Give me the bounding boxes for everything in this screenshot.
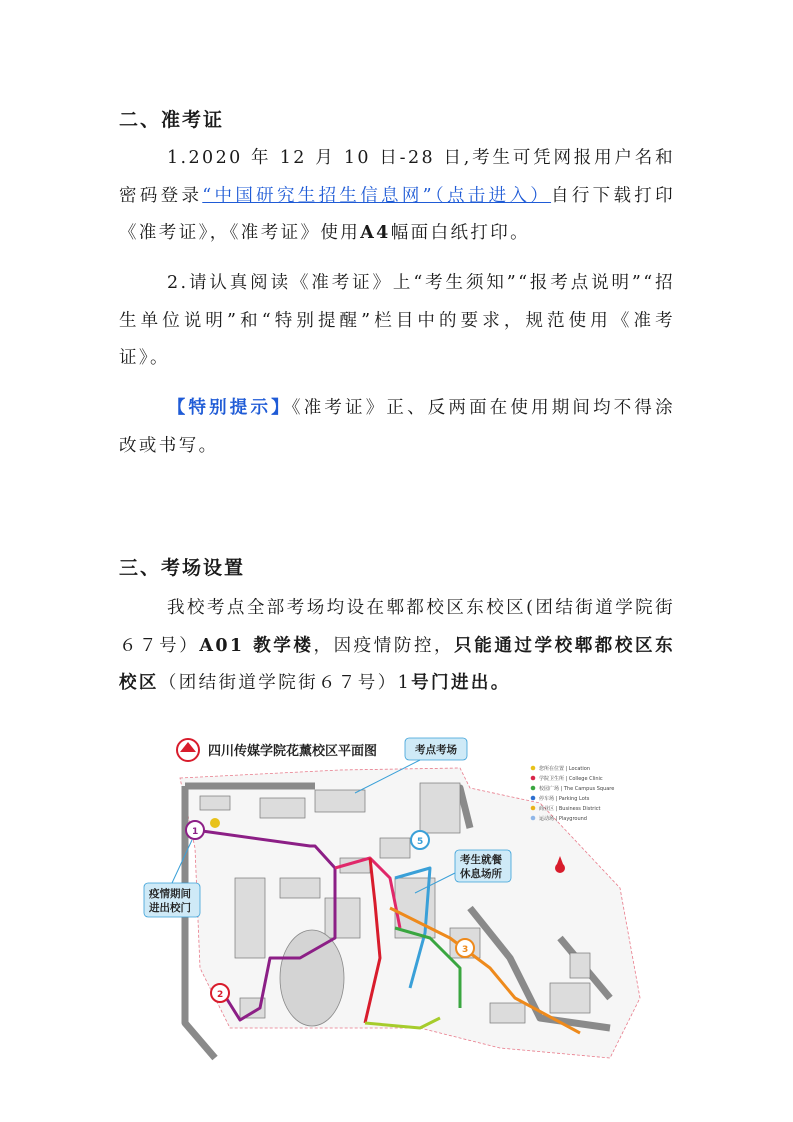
callout-rest-area-line2: 休息场所 — [460, 868, 502, 880]
text-login-instruction: 1.2020 年 12 月 10 日-28 日,考生可凭网报用户名和密码登录 — [119, 148, 675, 206]
gate-5-marker — [411, 831, 429, 849]
text-special-tip: 《准考证》正、反两面在使用期间均不得涂改或书写。 — [119, 398, 675, 456]
stadium — [280, 930, 344, 1026]
text-print-instruction-end: 幅面白纸打印。 — [390, 223, 531, 243]
location-pin-icon — [210, 818, 220, 828]
section-heading-admission-ticket: 二、准考证 — [119, 109, 225, 131]
callout-rest-area-line1: 考生就餐 — [460, 854, 502, 866]
gate-1-marker — [186, 821, 204, 839]
legend-marker-icon — [531, 816, 536, 821]
label-special-tip: 【特别提示】 — [167, 398, 292, 418]
text-gate-entry: 号门进出。 — [411, 673, 511, 693]
text-read-notice: 2.请认真阅读《准考证》上“考生须知”“报考点说明”“招生单位说明”和“特别提醒”栏目中的要求，规范使用《准考证》。 — [119, 273, 675, 368]
legend-item-label: 您所在位置 | Location — [539, 765, 591, 772]
callout-epidemic-gate-line1: 疫情期间 — [149, 888, 191, 900]
paragraph-special-tip — [119, 390, 675, 465]
gate-2-marker — [211, 984, 229, 1002]
campus-map-svg — [140, 728, 660, 1068]
legend-item-label: 校园广场 | The Campus Square — [539, 785, 615, 792]
legend-item-label: 商业区 | Business District — [539, 805, 601, 812]
paragraph-download-ticket — [119, 140, 675, 253]
legend-marker-icon — [531, 806, 536, 811]
section-heading-exam-rooms: 三、考场设置 — [119, 557, 246, 579]
legend-marker-icon — [531, 766, 536, 771]
text-exam-location: 我校考点全部考场均设在郫都校区东校区(团结街道学院街６７号） — [119, 598, 675, 656]
gate-1-label: 1 — [192, 827, 199, 837]
text-epidemic: ，因疫情防控， — [313, 635, 455, 656]
text-building: A01 教学楼 — [199, 635, 314, 656]
legend-marker-icon — [531, 776, 536, 781]
link-chsi[interactable]: “中国研究生招生信息网”（点击进入） — [202, 185, 552, 206]
text-paper-size: A4 — [360, 223, 391, 243]
gate-2-label: 2 — [217, 990, 224, 1000]
text-address: （团结街道学院街６７号）1 — [158, 673, 412, 693]
gate-3-marker — [456, 939, 474, 957]
text-entry-restriction: 只能通过学校郫都校区东校区 — [119, 635, 675, 693]
map-title: 四川传媒学院花薰校区平面图 — [208, 744, 378, 759]
text-print-instruction: 自行下载打印《准考证》，《准考证》使用 — [119, 185, 676, 243]
paragraph-exam-location — [119, 590, 675, 703]
gate-3-label: 3 — [462, 945, 469, 955]
legend-item-label: 学院卫生所 | College Clinic — [539, 775, 603, 782]
legend-marker-icon — [531, 796, 536, 801]
legend-marker-icon — [531, 786, 536, 791]
campus-map — [140, 728, 660, 1068]
legend-item-label: 停车场 | Parking Lots — [539, 795, 590, 802]
callout-epidemic-gate — [144, 840, 200, 917]
legend-item-label: 运动场 | Playground — [539, 815, 587, 822]
callout-exam-rooms-label: 考点考场 — [415, 744, 457, 756]
paragraph-read-notice — [119, 265, 675, 378]
gate-5-label: 5 — [417, 837, 424, 847]
callout-epidemic-gate-line2: 进出校门 — [149, 902, 191, 914]
